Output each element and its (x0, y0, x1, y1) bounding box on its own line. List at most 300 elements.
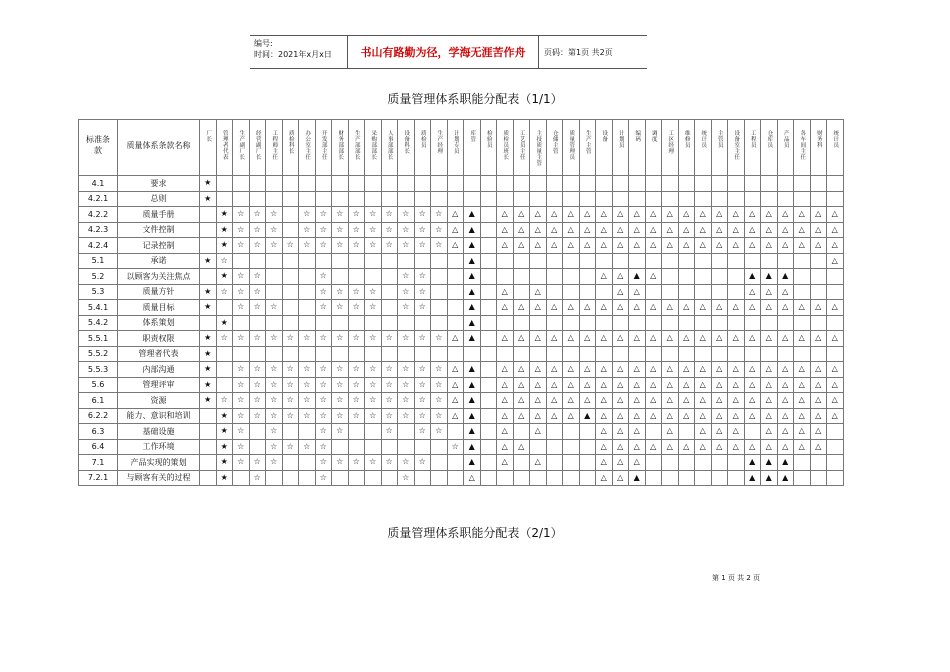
allocation-cell: △ (596, 300, 613, 316)
allocation-cell: ☆ (365, 238, 382, 254)
allocation-cell: △ (810, 424, 827, 440)
allocation-cell: △ (612, 238, 629, 254)
allocation-cell: △ (827, 238, 844, 254)
allocation-cell (645, 455, 662, 471)
allocation-cell: ☆ (332, 362, 349, 378)
allocation-cell (200, 269, 217, 285)
allocation-cell: △ (827, 253, 844, 269)
allocation-cell (200, 315, 217, 331)
clause-code: 7.2.1 (79, 470, 118, 486)
allocation-cell (711, 455, 728, 471)
allocation-cell (695, 455, 712, 471)
allocation-cell (332, 470, 349, 486)
allocation-cell (365, 315, 382, 331)
allocation-cell (546, 346, 563, 362)
clause-name: 产品实现的策划 (118, 455, 200, 471)
allocation-cell: △ (596, 408, 613, 424)
allocation-cell: △ (563, 300, 580, 316)
allocation-cell: ☆ (348, 455, 365, 471)
allocation-cell: ☆ (315, 424, 332, 440)
allocation-cell: △ (678, 300, 695, 316)
allocation-cell: ☆ (414, 393, 431, 409)
allocation-cell: △ (728, 331, 745, 347)
allocation-cell (530, 253, 547, 269)
allocation-cell (612, 176, 629, 192)
function-allocation-table (78, 119, 844, 486)
allocation-cell: △ (530, 393, 547, 409)
allocation-cell: △ (645, 300, 662, 316)
allocation-cell: ☆ (315, 331, 332, 347)
allocation-cell: △ (629, 424, 646, 440)
allocation-cell: △ (645, 362, 662, 378)
allocation-cell: △ (662, 331, 679, 347)
allocation-cell (414, 470, 431, 486)
allocation-cell (381, 439, 398, 455)
allocation-cell (546, 470, 563, 486)
allocation-cell: △ (546, 377, 563, 393)
allocation-cell (563, 284, 580, 300)
allocation-cell: ☆ (233, 207, 250, 223)
allocation-cell (596, 346, 613, 362)
allocation-cell (563, 424, 580, 440)
allocation-cell (480, 176, 497, 192)
allocation-cell: △ (563, 408, 580, 424)
allocation-cell (711, 269, 728, 285)
allocation-cell: ☆ (381, 331, 398, 347)
allocation-cell (431, 253, 448, 269)
allocation-cell: △ (513, 222, 530, 238)
dept-header: 仓储主管 (546, 120, 563, 176)
allocation-cell: △ (728, 207, 745, 223)
allocation-cell: △ (497, 377, 514, 393)
dept-header: 计划专员 (447, 120, 464, 176)
allocation-cell: ☆ (447, 439, 464, 455)
allocation-cell: △ (678, 207, 695, 223)
table-header-row (79, 120, 844, 176)
allocation-cell: ☆ (299, 377, 316, 393)
dept-header: 办公室主任 (299, 120, 316, 176)
dept-header: 开发部主任 (315, 120, 332, 176)
allocation-cell: △ (744, 408, 761, 424)
allocation-cell (497, 191, 514, 207)
clause-code: 5.4.2 (79, 315, 118, 331)
allocation-cell: ▲ (464, 455, 481, 471)
table-row (79, 424, 844, 440)
allocation-cell (282, 315, 299, 331)
allocation-cell: △ (612, 377, 629, 393)
allocation-cell: △ (629, 455, 646, 471)
allocation-cell: △ (497, 362, 514, 378)
allocation-cell (497, 269, 514, 285)
allocation-cell (530, 315, 547, 331)
allocation-cell: △ (447, 331, 464, 347)
allocation-cell (513, 346, 530, 362)
allocation-cell: △ (629, 222, 646, 238)
allocation-cell: ☆ (249, 362, 266, 378)
allocation-cell: △ (711, 331, 728, 347)
allocation-cell (216, 346, 233, 362)
allocation-cell (711, 191, 728, 207)
allocation-cell (530, 439, 547, 455)
allocation-cell: ▲ (579, 408, 596, 424)
allocation-cell: ☆ (233, 284, 250, 300)
allocation-cell: ☆ (348, 408, 365, 424)
clause-name: 管理者代表 (118, 346, 200, 362)
allocation-cell (299, 346, 316, 362)
allocation-cell: △ (513, 408, 530, 424)
allocation-cell (480, 393, 497, 409)
allocation-cell: △ (761, 439, 778, 455)
allocation-cell: △ (645, 377, 662, 393)
allocation-cell (398, 315, 415, 331)
allocation-cell: △ (761, 362, 778, 378)
allocation-cell (563, 315, 580, 331)
allocation-cell: ☆ (249, 269, 266, 285)
table-row (79, 439, 844, 455)
allocation-cell: △ (728, 300, 745, 316)
allocation-cell: △ (711, 377, 728, 393)
allocation-cell: △ (563, 362, 580, 378)
allocation-cell (365, 346, 382, 362)
allocation-cell: ☆ (365, 331, 382, 347)
allocation-cell: ☆ (299, 393, 316, 409)
allocation-cell: ☆ (315, 207, 332, 223)
allocation-cell (480, 284, 497, 300)
allocation-cell: ☆ (233, 393, 250, 409)
allocation-cell: ☆ (414, 377, 431, 393)
allocation-cell: △ (678, 377, 695, 393)
time-label: 时间：2021年x月x日 (254, 50, 332, 59)
dept-header: 厂长 (200, 120, 217, 176)
header-motto: 书山有路勤为径，学海无涯苦作舟 (347, 36, 539, 68)
allocation-cell (695, 284, 712, 300)
allocation-cell (678, 253, 695, 269)
allocation-cell: ☆ (233, 377, 250, 393)
code-label: 编号: (254, 39, 273, 48)
table-row (79, 362, 844, 378)
allocation-cell (431, 439, 448, 455)
allocation-cell: ☆ (398, 331, 415, 347)
allocation-cell: △ (530, 424, 547, 440)
allocation-cell: △ (711, 207, 728, 223)
dept-header: 工程员 (744, 120, 761, 176)
allocation-cell (480, 191, 497, 207)
table-row (79, 253, 844, 269)
allocation-cell: ★ (216, 470, 233, 486)
allocation-cell: △ (579, 222, 596, 238)
allocation-cell (414, 253, 431, 269)
allocation-cell: △ (546, 362, 563, 378)
allocation-cell (678, 424, 695, 440)
allocation-cell: △ (530, 300, 547, 316)
allocation-cell: ▲ (464, 300, 481, 316)
allocation-cell: △ (645, 222, 662, 238)
dept-header: 设备室主任 (728, 120, 745, 176)
allocation-cell (530, 346, 547, 362)
dept-header: 生产副厂长 (233, 120, 250, 176)
allocation-cell: △ (777, 362, 794, 378)
allocation-cell (348, 315, 365, 331)
clause-code: 4.2.2 (79, 207, 118, 223)
allocation-cell: △ (728, 439, 745, 455)
table-title-2: 质量管理体系职能分配表（2/1） (387, 526, 563, 540)
allocation-cell: ▲ (464, 269, 481, 285)
allocation-cell (794, 315, 811, 331)
table-row (79, 393, 844, 409)
allocation-cell: △ (579, 300, 596, 316)
allocation-cell (728, 470, 745, 486)
allocation-cell: ☆ (266, 331, 283, 347)
allocation-cell: ★ (200, 176, 217, 192)
allocation-cell: △ (810, 331, 827, 347)
allocation-cell (249, 191, 266, 207)
allocation-cell (695, 470, 712, 486)
allocation-cell: ☆ (431, 393, 448, 409)
allocation-cell: ☆ (233, 331, 250, 347)
allocation-cell: ▲ (777, 455, 794, 471)
allocation-cell: ☆ (266, 238, 283, 254)
allocation-cell: △ (612, 408, 629, 424)
allocation-cell: ☆ (282, 331, 299, 347)
allocation-cell: ☆ (315, 377, 332, 393)
allocation-cell (711, 470, 728, 486)
allocation-cell (678, 455, 695, 471)
allocation-cell (332, 191, 349, 207)
allocation-cell (596, 176, 613, 192)
allocation-cell: ☆ (332, 300, 349, 316)
allocation-cell (546, 269, 563, 285)
allocation-cell (480, 439, 497, 455)
allocation-cell: △ (662, 222, 679, 238)
allocation-cell (447, 424, 464, 440)
allocation-cell (695, 253, 712, 269)
allocation-cell: ★ (200, 362, 217, 378)
allocation-cell (447, 191, 464, 207)
allocation-cell: ☆ (431, 238, 448, 254)
allocation-cell: △ (662, 393, 679, 409)
clause-code: 6.2.2 (79, 408, 118, 424)
allocation-cell: △ (827, 393, 844, 409)
allocation-cell (728, 176, 745, 192)
allocation-cell (447, 269, 464, 285)
allocation-cell (761, 346, 778, 362)
allocation-cell (662, 284, 679, 300)
dept-header: 库管 (464, 120, 481, 176)
allocation-cell (645, 176, 662, 192)
allocation-cell: △ (497, 300, 514, 316)
clause-name: 体系策划 (118, 315, 200, 331)
allocation-cell: △ (629, 377, 646, 393)
allocation-cell: △ (662, 408, 679, 424)
allocation-cell: △ (645, 207, 662, 223)
allocation-cell: △ (827, 408, 844, 424)
allocation-cell: △ (711, 362, 728, 378)
allocation-cell: △ (777, 377, 794, 393)
allocation-cell: △ (777, 331, 794, 347)
allocation-cell: △ (629, 393, 646, 409)
allocation-cell: ☆ (249, 408, 266, 424)
allocation-cell: ☆ (315, 470, 332, 486)
allocation-cell: △ (761, 300, 778, 316)
allocation-cell: ☆ (414, 300, 431, 316)
allocation-cell (348, 470, 365, 486)
allocation-cell (365, 191, 382, 207)
allocation-cell (563, 176, 580, 192)
allocation-cell (282, 346, 299, 362)
allocation-cell (365, 470, 382, 486)
allocation-cell (744, 346, 761, 362)
allocation-cell: ☆ (216, 253, 233, 269)
allocation-cell: △ (645, 439, 662, 455)
table-row (79, 284, 844, 300)
allocation-cell: △ (563, 222, 580, 238)
allocation-cell (233, 315, 250, 331)
allocation-cell (678, 470, 695, 486)
clause-name: 总则 (118, 191, 200, 207)
allocation-cell: △ (612, 362, 629, 378)
allocation-cell (530, 176, 547, 192)
allocation-cell (447, 300, 464, 316)
dept-header: 统计员 (695, 120, 712, 176)
allocation-cell: ☆ (233, 362, 250, 378)
allocation-cell (777, 191, 794, 207)
allocation-cell: △ (629, 300, 646, 316)
allocation-cell: △ (629, 207, 646, 223)
allocation-cell (794, 269, 811, 285)
clause-code: 5.3 (79, 284, 118, 300)
allocation-cell: ▲ (744, 470, 761, 486)
allocation-cell (200, 439, 217, 455)
allocation-cell: ▲ (744, 269, 761, 285)
allocation-cell: ☆ (398, 455, 415, 471)
allocation-cell (530, 269, 547, 285)
allocation-cell: △ (827, 331, 844, 347)
allocation-cell (827, 346, 844, 362)
allocation-cell: △ (728, 362, 745, 378)
allocation-cell: ☆ (431, 362, 448, 378)
allocation-cell (546, 284, 563, 300)
allocation-cell: ☆ (266, 455, 283, 471)
allocation-cell (827, 176, 844, 192)
allocation-cell (645, 346, 662, 362)
allocation-cell: ☆ (381, 362, 398, 378)
allocation-cell (711, 253, 728, 269)
allocation-cell (546, 191, 563, 207)
allocation-cell (315, 315, 332, 331)
allocation-cell: △ (530, 284, 547, 300)
allocation-cell (282, 176, 299, 192)
allocation-cell (629, 253, 646, 269)
allocation-cell: △ (678, 393, 695, 409)
allocation-cell (381, 470, 398, 486)
allocation-cell (299, 253, 316, 269)
allocation-cell: ☆ (266, 393, 283, 409)
allocation-cell: △ (596, 238, 613, 254)
allocation-cell: △ (497, 331, 514, 347)
allocation-cell (612, 346, 629, 362)
allocation-cell: △ (777, 284, 794, 300)
allocation-cell (513, 191, 530, 207)
allocation-cell: △ (497, 222, 514, 238)
allocation-cell (596, 315, 613, 331)
allocation-cell: △ (497, 284, 514, 300)
dept-header: 各车间主任 (794, 120, 811, 176)
allocation-cell: ▲ (464, 393, 481, 409)
allocation-cell (497, 470, 514, 486)
allocation-cell (480, 408, 497, 424)
allocation-cell: ☆ (332, 377, 349, 393)
allocation-cell: ★ (216, 238, 233, 254)
allocation-cell: △ (678, 222, 695, 238)
allocation-cell: △ (827, 222, 844, 238)
clause-name: 承诺 (118, 253, 200, 269)
allocation-cell: △ (563, 377, 580, 393)
allocation-cell: △ (711, 408, 728, 424)
allocation-cell: △ (827, 377, 844, 393)
allocation-cell (513, 424, 530, 440)
allocation-cell (464, 346, 481, 362)
allocation-cell (365, 424, 382, 440)
allocation-cell (497, 346, 514, 362)
allocation-cell: △ (612, 331, 629, 347)
allocation-cell: ▲ (464, 377, 481, 393)
allocation-cell (249, 253, 266, 269)
allocation-cell (299, 284, 316, 300)
allocation-cell: △ (761, 207, 778, 223)
allocation-cell: △ (447, 377, 464, 393)
allocation-cell: △ (711, 222, 728, 238)
allocation-cell (216, 377, 233, 393)
allocation-cell: △ (777, 408, 794, 424)
allocation-cell (282, 470, 299, 486)
clause-name: 以顾客为关注焦点 (118, 269, 200, 285)
allocation-cell (299, 424, 316, 440)
allocation-cell: ▲ (464, 253, 481, 269)
clause-name: 质量目标 (118, 300, 200, 316)
allocation-cell: ☆ (299, 408, 316, 424)
allocation-cell: ☆ (414, 424, 431, 440)
allocation-cell: ☆ (398, 362, 415, 378)
allocation-cell (299, 176, 316, 192)
allocation-cell (579, 424, 596, 440)
allocation-cell: ☆ (266, 362, 283, 378)
allocation-cell: ★ (216, 269, 233, 285)
allocation-cell (794, 470, 811, 486)
allocation-cell: △ (497, 393, 514, 409)
allocation-cell: △ (761, 284, 778, 300)
clause-name: 职责权限 (118, 331, 200, 347)
dept-header: 主管员 (711, 120, 728, 176)
clause-name: 基础设施 (118, 424, 200, 440)
allocation-cell: △ (563, 238, 580, 254)
allocation-cell: ☆ (249, 222, 266, 238)
allocation-cell (744, 253, 761, 269)
allocation-cell (480, 315, 497, 331)
dept-header: 产品员 (777, 120, 794, 176)
allocation-cell (497, 253, 514, 269)
allocation-cell (332, 315, 349, 331)
allocation-cell (299, 315, 316, 331)
allocation-cell: △ (744, 331, 761, 347)
allocation-cell (266, 176, 283, 192)
clause-code: 5.4.1 (79, 300, 118, 316)
clause-name: 资源 (118, 393, 200, 409)
allocation-cell (563, 455, 580, 471)
table-row (79, 377, 844, 393)
allocation-cell: △ (744, 300, 761, 316)
allocation-cell: ▲ (761, 470, 778, 486)
table-row (79, 300, 844, 316)
